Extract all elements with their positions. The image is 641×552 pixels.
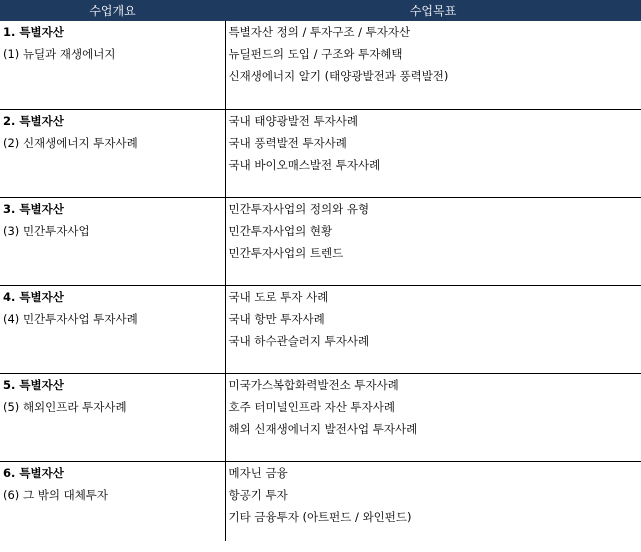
goals-cell [225,21,641,109]
goal-item: 뉴딜펀드의 도입 / 구조와 투자혜택 [228,47,403,61]
row-title: 1. 특별자산 [3,25,64,39]
row-subtitle: (3) 민간투자사업 [3,223,90,238]
row-title: 5. 특별자산 [3,377,64,392]
row-title: 3. 특별자산 [3,201,64,216]
goals-cell [225,285,641,373]
row-subtitle: (4) 민간투자사업 투자사례 [3,311,138,326]
table-row [0,197,641,285]
row-subtitle: (2) 신재생에너지 투자사례 [3,135,138,150]
goal-item: 국내 바이오매스발전 투자사례 [228,157,381,172]
table-row [0,373,641,461]
goals-cell [225,461,641,541]
table-row [0,285,641,373]
goals-cell [225,373,641,461]
goal-item: 해외 신재생에너지 발전사업 투자사례 [228,421,418,436]
header-goals: 수업목표 [409,4,457,18]
goal-item: 국내 풍력발전 투자사례 [228,135,347,150]
goal-item: 국내 태양광발전 투자사례 [228,113,359,128]
table-header [0,0,641,21]
overview-cell [0,373,225,461]
overview-cell [0,197,225,285]
goal-item: 미국가스복합화력발전소 투자사례 [228,377,399,392]
row-title: 6. 특별자산 [3,465,64,480]
goal-item: 민간투자사업의 트렌드 [228,245,344,260]
goal-item: 민간투자사업의 정의와 유형 [228,201,370,216]
overview-cell [0,109,225,197]
overview-cell [0,285,225,373]
overview-cell [0,461,225,541]
goal-item: 국내 도로 투자 사례 [228,289,329,304]
goal-item: 국내 하수관슬러지 투자사례 [228,333,370,348]
row-title: 4. 특별자산 [3,289,64,304]
row-title: 2. 특별자산 [3,113,64,128]
goal-item: 기타 금융투자 (아트펀드 / 와인펀드) [228,509,412,524]
row-subtitle: (6) 그 밖의 대체투자 [3,487,109,502]
goal-item: 항공기 투자 [228,487,288,502]
goal-item: 민간투자사업의 현황 [228,223,333,238]
goal-item: 국내 항만 투자사례 [228,311,325,326]
row-subtitle: (1) 뉴딜과 재생에너지 [3,47,116,61]
table-row [0,461,641,541]
goal-item: 특별자산 정의 / 투자구조 / 투자자산 [228,25,411,39]
table-row [0,109,641,197]
goals-cell [225,109,641,197]
goal-item: 호주 터미널인프라 자산 투자사례 [228,399,395,414]
goal-item: 메자닌 금융 [228,465,288,480]
table-row [0,21,641,109]
goal-item: 신재생에너지 알기 (태양광발전과 풍력발전) [228,69,449,83]
overview-cell [0,21,225,109]
goals-cell [225,197,641,285]
header-overview: 수업개요 [89,4,136,18]
row-subtitle: (5) 해외인프라 투자사례 [3,399,127,414]
